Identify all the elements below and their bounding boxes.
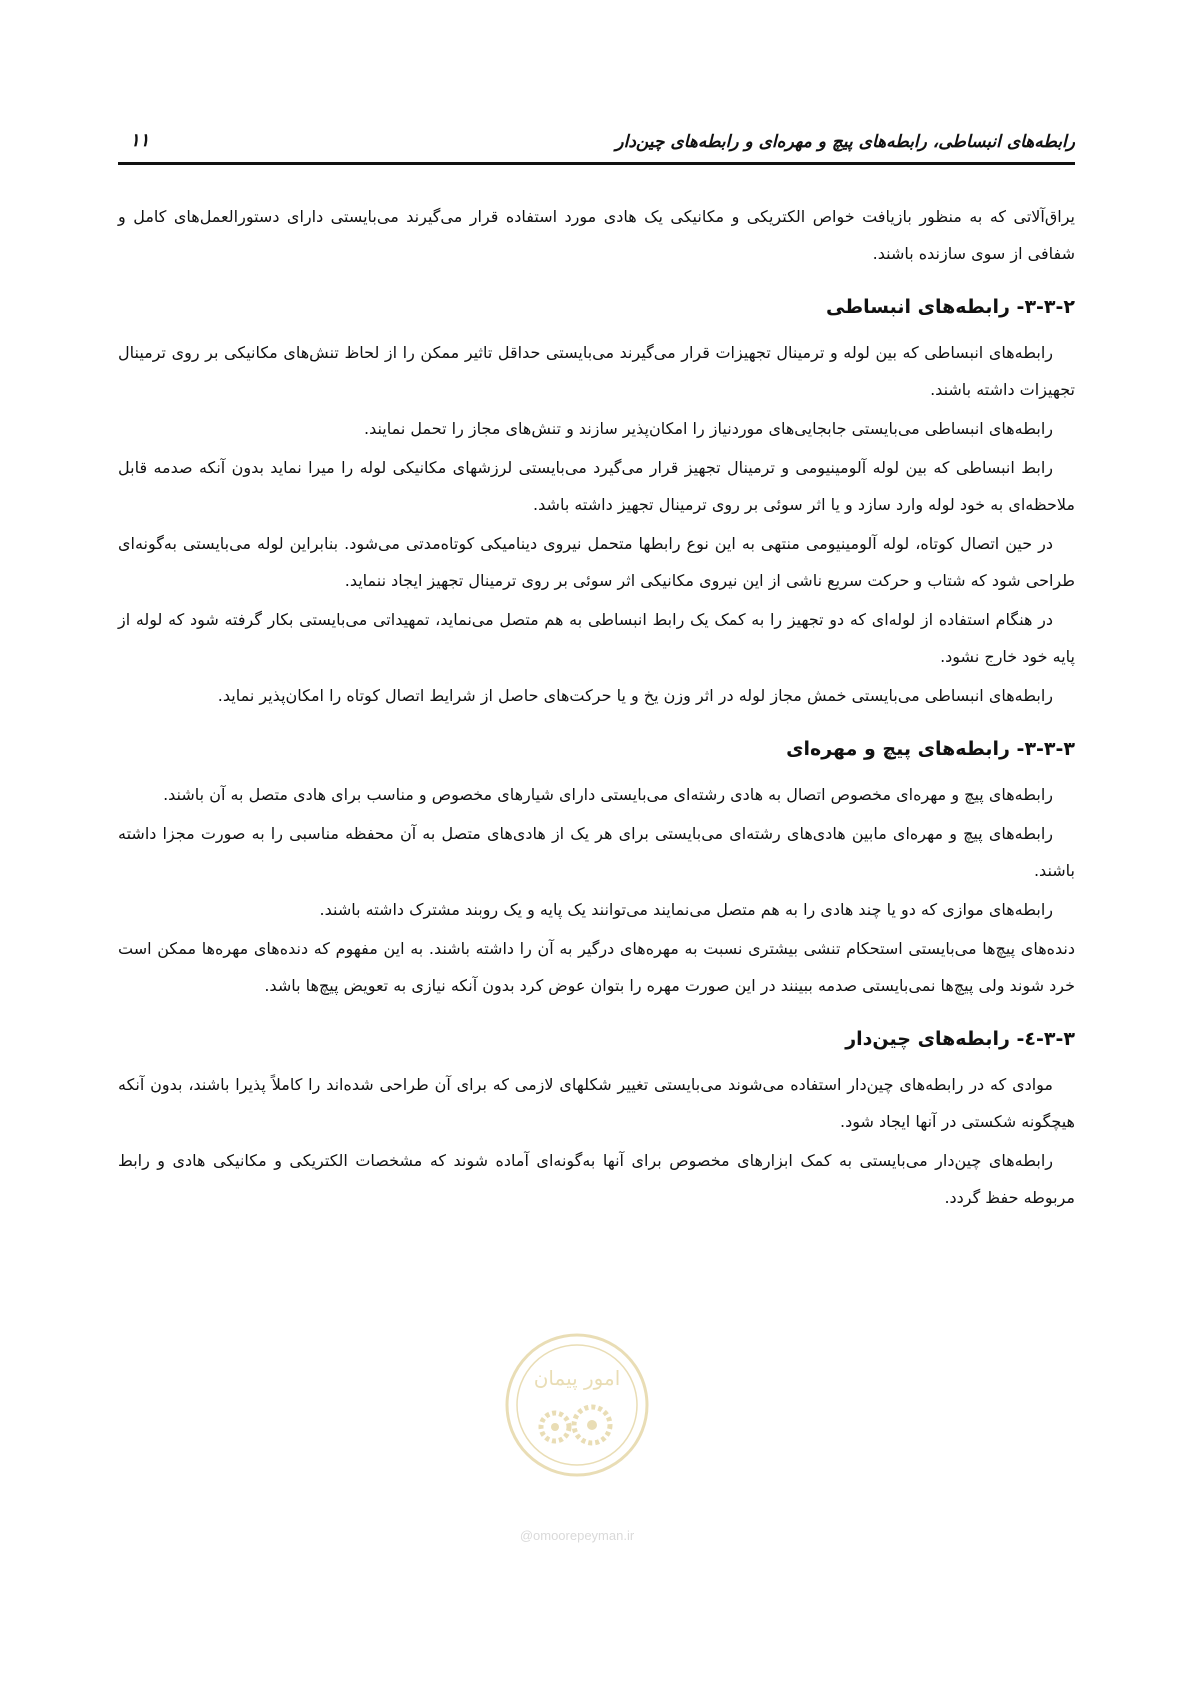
paragraph: رابط انبساطی که بین لوله آلومینیومی و ترمینال تجهیز قرار می‌گیرد می‌بایستی لرزشهای مکانیکی لوله را میرا نماید بدون آنکه صدمه قابل ملاحظه‌ای به خود لوله وارد سازد و یا اثر سوئی بر روی ترمینال تجهیز داشته باشد. [118, 458, 1075, 514]
paragraph: در هنگام استفاده از لوله‌ای که دو تجهیز را به کمک یک رابط انبساطی به هم متصل می‌نماید، تمهیداتی می‌بایستی بکار گرفته شود که لوله از پایه خود خارج نشود. [118, 610, 1075, 666]
page-header [118, 128, 1075, 165]
section-heading-bolted: ۳-۳-۳- رابطه‌های پیچ و مهره‌ای [786, 738, 1075, 760]
page-content [118, 198, 1075, 1218]
section-heading-crimped: ۳-۳-٤- رابطه‌های چین‌دار [845, 1028, 1075, 1050]
page-number: ۱۱ [130, 130, 150, 151]
paragraph: رابطه‌های پیچ و مهره‌ای مخصوص اتصال به هادی رشته‌ای می‌بایستی دارای شیارهای مخصوص و مناسب برای هادی متصل به آن باشند. [163, 785, 1053, 804]
watermark-logo-text: امور پیمان [533, 1366, 621, 1390]
intro-paragraph: یراق‌آلاتی که به منظور بازیافت خواص الکتریکی و مکانیکی یک هادی مورد استفاده قرار می‌گیرند می‌بایستی دارای دستورالعمل‌های کامل و شفافی از سوی سازنده باشند. [118, 207, 1075, 263]
paragraph: رابطه‌های موازی که دو یا چند هادی را به هم متصل می‌نمایند می‌توانند یک پایه و یک روبند مشترک داشته باشند. [319, 900, 1053, 919]
paragraph: رابطه‌های انبساطی می‌بایستی جابجایی‌های موردنیاز را امکان‌پذیر سازند و تنش‌های مجاز را تحمل نمایند. [363, 419, 1053, 438]
paragraph: دنده‌های پیچ‌ها می‌بایستی استحکام تنشی بیشتری نسبت به مهره‌های درگیر به آن را داشته باشند. به این مفهوم که دنده‌های مهره‌ها ممکن است خرد شوند ولی پیچ‌ها نمی‌بایستی صدمه ببینند در این صورت مهره را بتوان عوض کرد بدون آنکه نیازی به تعویض پیچ‌ها باشد. [118, 939, 1075, 995]
paragraph: رابطه‌های چین‌دار می‌بایستی به کمک ابزارهای مخصوص برای آنها به‌گونه‌ای آماده شوند که مشخصات الکتریکی و مکانیکی هادی و رابط مربوطه حفظ گردد. [118, 1151, 1075, 1207]
watermark-url: @omoorepeyman.ir [519, 1528, 635, 1543]
watermark-logo [487, 1325, 667, 1555]
paragraph: رابطه‌های انبساطی می‌بایستی خمش مجاز لوله در اثر وزن یخ و یا حرکت‌های حاصل از شرایط اتصال کوتاه را امکان‌پذیر نماید. [217, 686, 1053, 705]
paragraph: در حین اتصال کوتاه، لوله آلومینیومی منتهی به این نوع رابطها متحمل نیروی دینامیکی کوتاه‌مدتی می‌شود. بنابراین لوله می‌بایستی به‌گونه‌ای طراحی شود که شتاب و حرکت سریع ناشی از این نیروی مکانیکی اثر سوئی بر روی ترمینال تجهیز ایجاد ننماید. [118, 534, 1075, 590]
paragraph: موادی که در رابطه‌های چین‌دار استفاده می‌شوند می‌بایستی تغییر شکلهای لازمی که برای آن طراحی شده‌اند را کاملاً پذیرا باشند، بدون آنکه هیچگونه شکستی در آنها ایجاد شود. [118, 1075, 1075, 1131]
section-heading-expansion: ۳-۳-۲- رابطه‌های انبساطی [825, 296, 1075, 318]
paragraph: رابطه‌های انبساطی که بین لوله و ترمینال تجهیزات قرار می‌گیرند می‌بایستی حداقل تاثیر ممکن را از لحاظ تنش‌های مکانیکی بر روی ترمینال تجهیزات داشته باشند. [118, 343, 1075, 399]
paragraph: رابطه‌های پیچ و مهره‌ای مابین هادی‌های رشته‌ای می‌بایستی برای هر یک از هادی‌های متصل به آن محفظه مناسبی را به صورت مجزا داشته باشند. [118, 824, 1075, 880]
running-title: رابطه‌های انبساطی، رابطه‌های پیچ و مهره‌ای و رابطه‌های چین‌دار [615, 132, 1075, 152]
